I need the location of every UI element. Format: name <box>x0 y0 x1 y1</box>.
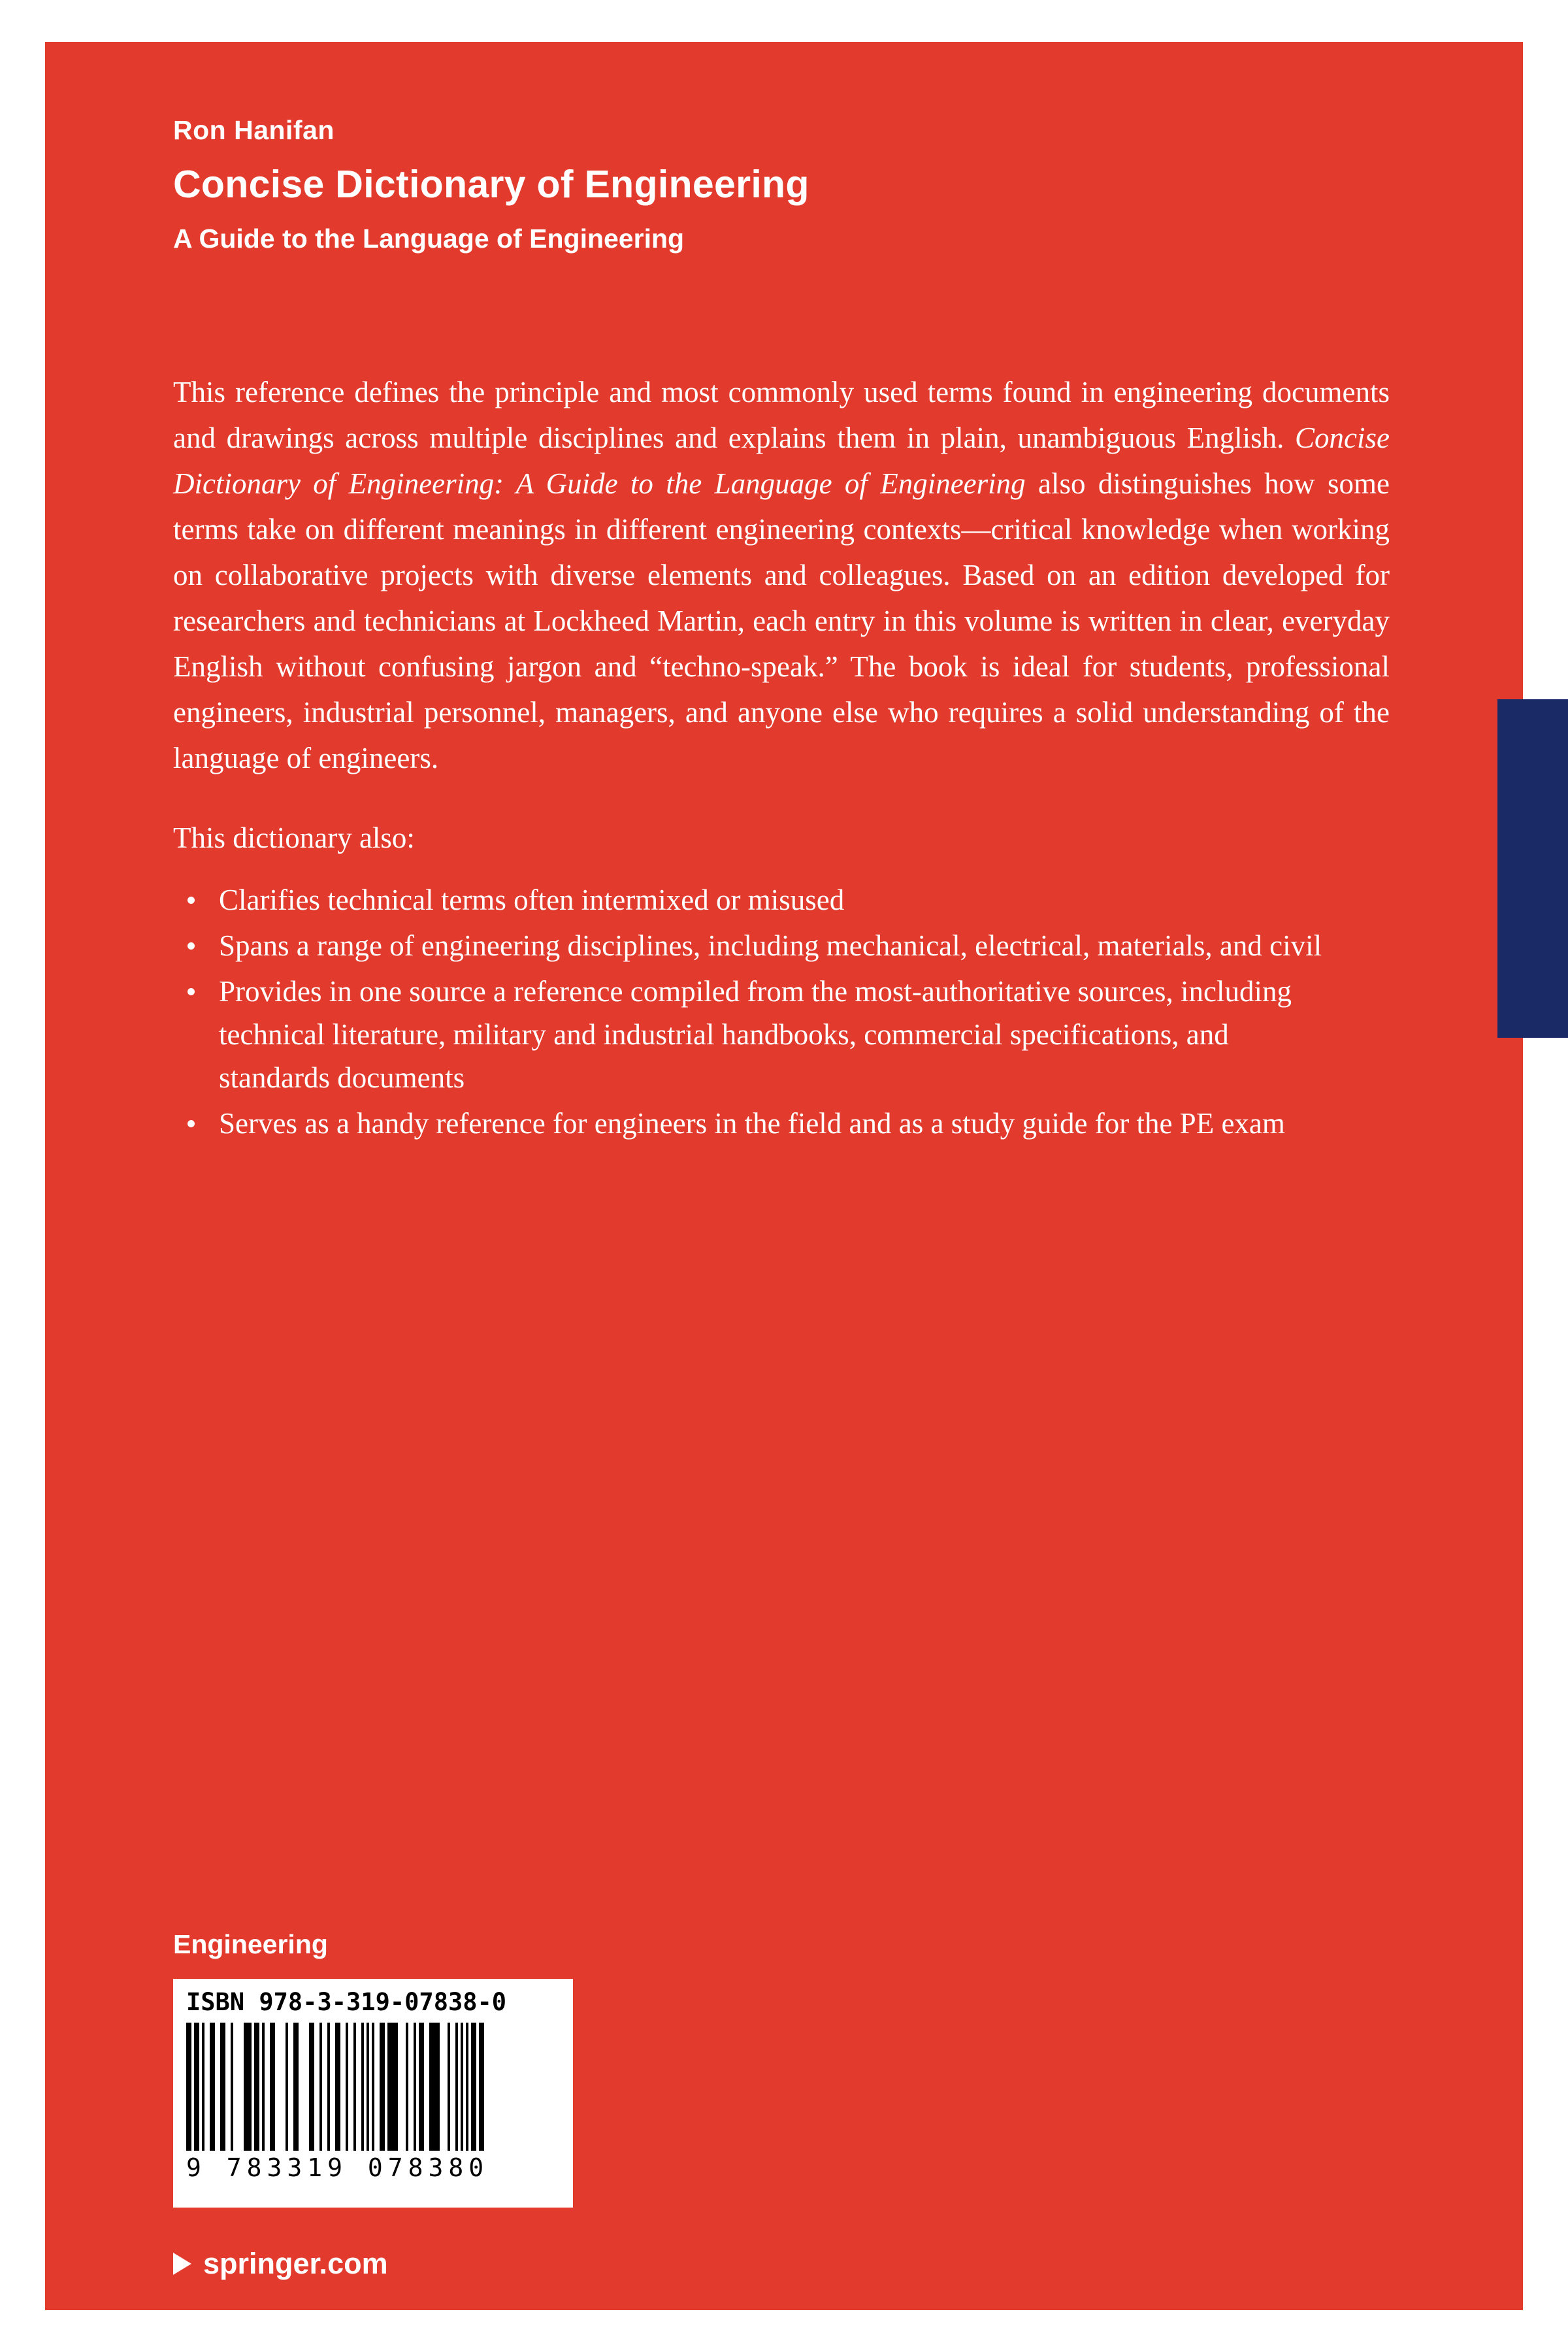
publisher-site-label: springer.com <box>203 2247 388 2280</box>
bullet-item: Serves as a handy reference for engineers in the field and as a study guide for the PE exam <box>184 1102 1333 1145</box>
springer-arrow-icon <box>173 2253 191 2275</box>
dictionary-also-heading: This dictionary also: <box>173 821 415 854</box>
publisher-footer <box>173 2247 388 2281</box>
blurb-segment-1: This reference defines the principle and most commonly used terms found in engineering documents and drawings across multiple disciplines and explains them in plain, unambiguous English. <box>173 376 1390 454</box>
barcode-bars <box>186 2023 560 2151</box>
feature-bullet-list <box>184 878 1333 1148</box>
blurb-segment-italic-title: Concise Dictionary of Engineering: A Guide to the Language of Engineering <box>173 422 1390 500</box>
blurb-segment-3: also distinguishes how some terms take on different meanings in different engineering contexts—critical knowledge when working on collaborative projects with diverse elements and colleagues. Based on an edition developed for researchers and technicians at Lockheed Martin, each entry in this volume is written in clear, everyday English without confusing jargon and “techno-speak.” The book is ideal for students, professional engineers, industrial personnel, managers, and anyone else who requires a solid understanding of the language of engineers. <box>173 467 1390 774</box>
book-title: Concise Dictionary of Engineering <box>173 163 809 206</box>
bullet-item: Spans a range of engineering disciplines, including mechanical, electrical, materials, and civil <box>184 924 1333 967</box>
subject-category-label: Engineering <box>173 1929 328 1959</box>
isbn-number-label: ISBN 978-3-319-07838-0 <box>186 1988 507 2016</box>
back-cover-blurb <box>173 369 1390 781</box>
barcode-digits: 9 783319 078380 <box>186 2153 489 2182</box>
isbn-barcode-panel <box>173 1979 573 2208</box>
bullet-item: Clarifies technical terms often intermixed or misused <box>184 878 1333 921</box>
author-name: Ron Hanifan <box>173 115 335 145</box>
bullet-item: Provides in one source a reference compiled from the most-authoritative sources, including technical literature, military and industrial handbooks, commercial specifications, and standards documents <box>184 970 1333 1099</box>
book-subtitle: A Guide to the Language of Engineering <box>173 224 685 254</box>
spine-navy-tab <box>1497 699 1568 1038</box>
